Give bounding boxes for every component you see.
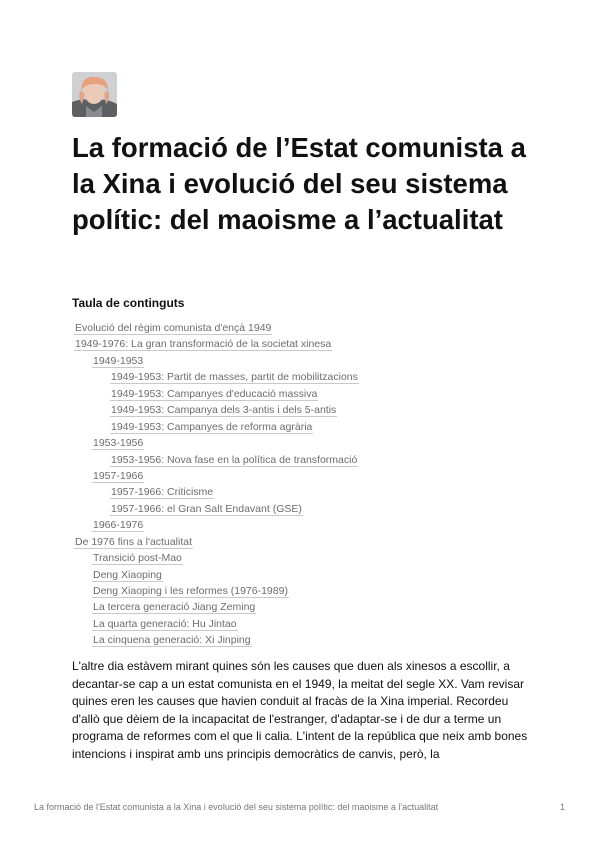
footer-title: La formació de l'Estat comunista a la Xina i evolució del seu sistema polític: del maoisme a l'actualitat	[34, 802, 439, 812]
toc-item[interactable]	[72, 386, 552, 402]
page-footer	[34, 802, 565, 812]
toc-item[interactable]	[72, 353, 552, 369]
toc-link[interactable]: 1949-1953: Partit de masses, partit de mobilitzacions	[111, 371, 358, 384]
toc-item[interactable]	[72, 599, 552, 615]
toc-link[interactable]: 1949-1976: La gran transformació de la societat xinesa	[75, 338, 332, 351]
toc-item[interactable]	[72, 402, 552, 418]
toc-item[interactable]	[72, 452, 552, 468]
toc-item[interactable]	[72, 583, 552, 599]
page-number: 1	[559, 802, 565, 812]
toc-item[interactable]	[72, 632, 552, 648]
toc-heading: Taula de continguts	[72, 296, 185, 310]
author-avatar	[72, 72, 117, 117]
toc-item[interactable]	[72, 419, 552, 435]
toc-link[interactable]: 1957-1966: Criticisme	[111, 486, 214, 499]
toc-link[interactable]: La tercera generació Jiang Zeming	[93, 601, 256, 614]
toc-item[interactable]	[72, 567, 552, 583]
toc-link[interactable]: 1949-1953	[93, 354, 144, 367]
toc-item[interactable]	[72, 336, 552, 352]
toc-item[interactable]	[72, 468, 552, 484]
toc-link[interactable]: 1949-1953: Campanyes d'educació massiva	[111, 387, 318, 400]
toc-item[interactable]	[72, 320, 552, 336]
toc-item[interactable]	[72, 435, 552, 451]
toc-item[interactable]	[72, 369, 552, 385]
toc-link[interactable]: Transició post-Mao	[93, 552, 182, 565]
toc-link[interactable]: 1953-1956: Nova fase en la política de transformació	[111, 453, 358, 466]
toc-link[interactable]: De 1976 fins a l'actualitat	[75, 535, 192, 548]
toc-item[interactable]	[72, 517, 552, 533]
table-of-contents	[72, 320, 552, 649]
toc-link[interactable]: 1957-1966: el Gran Salt Endavant (GSE)	[111, 502, 302, 515]
toc-link[interactable]: 1949-1953: Campanyes de reforma agrària	[111, 420, 313, 433]
toc-link[interactable]: Evolució del règim comunista d'ençà 1949	[75, 322, 272, 334]
document-title: La formació de l’Estat comunista a la Xina i evolució del seu sistema polític: del maoisme a l’actualitat	[72, 132, 526, 235]
toc-link[interactable]: Deng Xiaoping	[93, 568, 162, 581]
toc-link[interactable]: La quarta generació: Hu Jintao	[93, 617, 237, 630]
body-paragraph: L'altre dia estàvem mirant quines són les causes que duen als xinesos a escollir, a decantar-se cap a un estat comunista en el 1949, la meitat del segle XX. Vam revisar quines eren les causes que havien conduit al fracàs de la Xina imperial. Recordeu d'allò que dèiem de la incapacitat de l'estranger, d'adaptar-se i de dur a terme un programa de reformes com el que li calia. L'intent de la república que neix amb bones intencions i inspirat amb uns principis democràtics de canvis, però, la	[72, 659, 528, 761]
toc-link[interactable]: La cinquena generació: Xi Jinping	[93, 634, 251, 647]
toc-link[interactable]: Deng Xiaoping i les reformes (1976-1989)	[93, 585, 288, 597]
toc-link[interactable]: 1953-1956	[93, 437, 144, 450]
toc-item[interactable]	[72, 484, 552, 500]
toc-link[interactable]: 1966-1976	[93, 519, 144, 532]
toc-item[interactable]	[72, 501, 552, 517]
toc-link[interactable]: 1957-1966	[93, 469, 144, 482]
toc-link[interactable]: 1949-1953: Campanya dels 3-antis i dels 5-antis	[111, 404, 337, 417]
author-avatar-icon	[72, 72, 117, 117]
toc-item[interactable]	[72, 534, 552, 550]
toc-item[interactable]	[72, 550, 552, 566]
toc-item[interactable]	[72, 616, 552, 632]
